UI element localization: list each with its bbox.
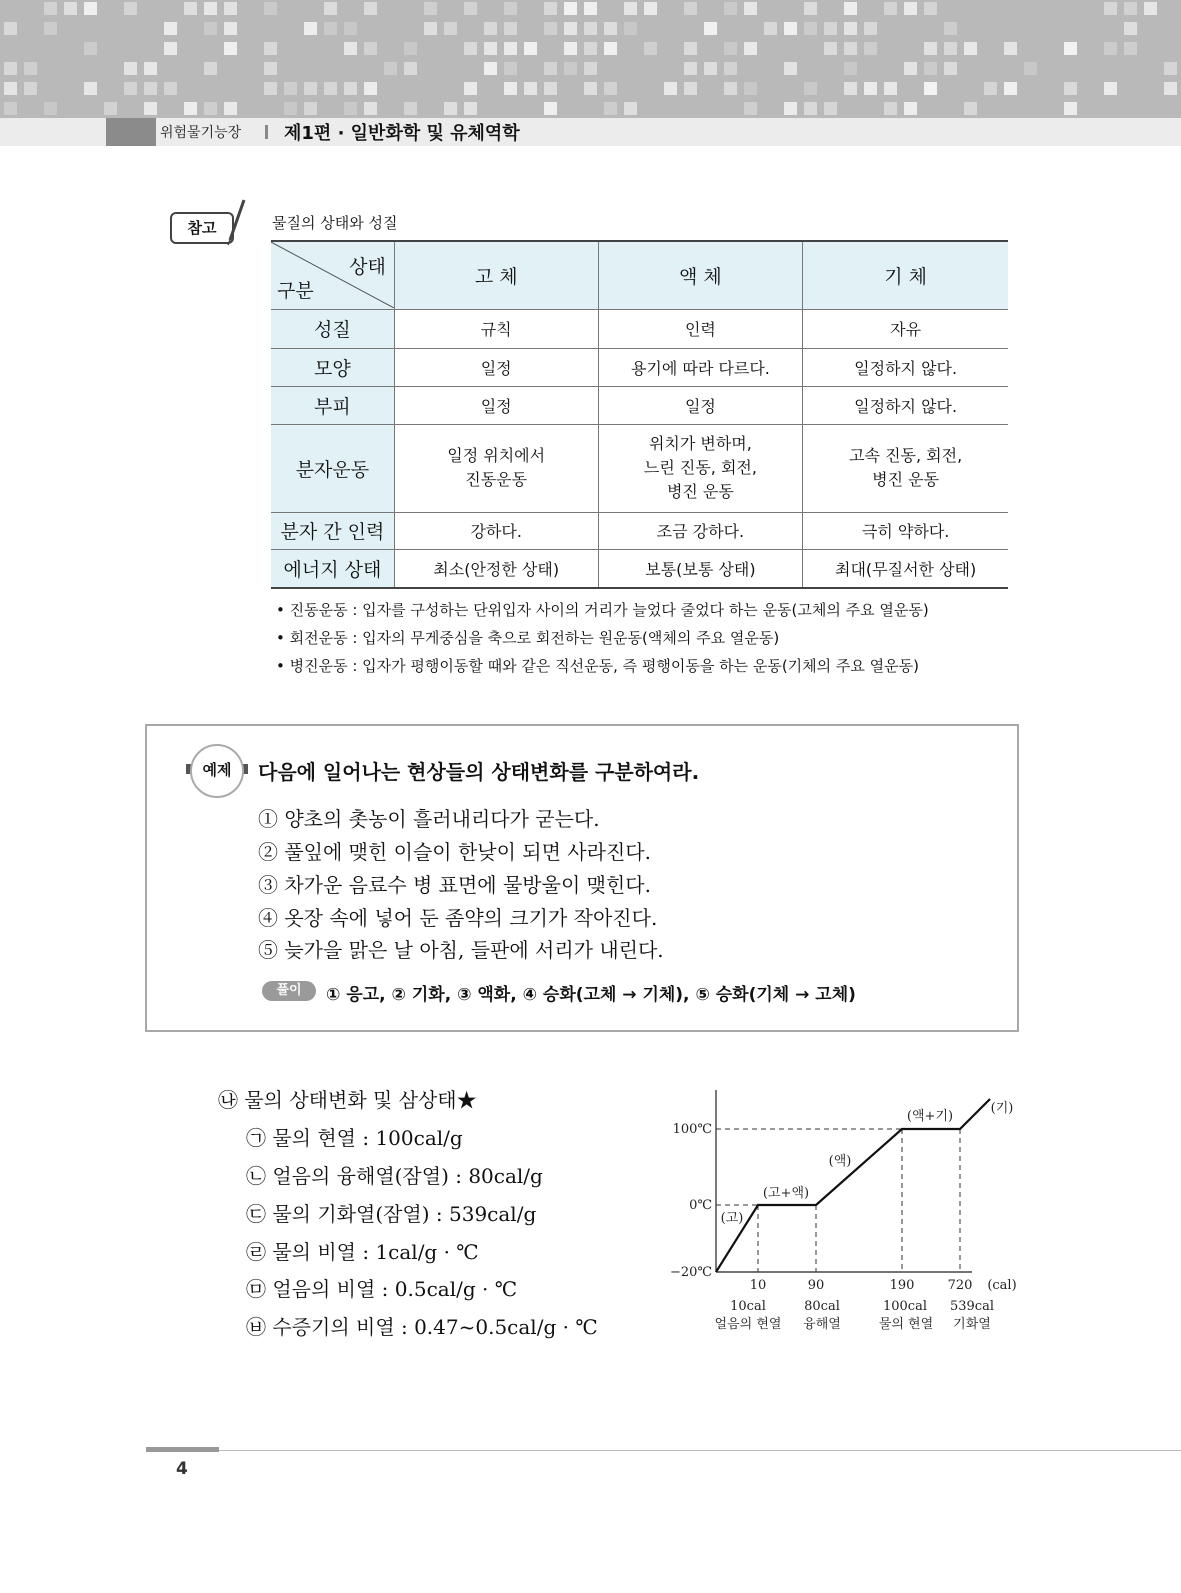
x-axis-unit: (cal) bbox=[987, 1278, 1017, 1293]
header-pattern-square bbox=[224, 22, 237, 35]
header-pattern-square bbox=[864, 22, 877, 35]
header-pattern-square bbox=[684, 82, 697, 95]
header-pattern-square bbox=[824, 42, 837, 55]
header-pattern-square bbox=[544, 62, 557, 75]
example-item: ② 풀잎에 맺힌 이슬이 한낮이 되면 사라진다. bbox=[258, 840, 651, 864]
header-pattern-square bbox=[504, 2, 517, 15]
header-pattern-square bbox=[744, 102, 757, 115]
section-item: ㉠ 물의 현열 : 100cal/g bbox=[246, 1126, 463, 1150]
row-header: 분자운동 bbox=[271, 424, 394, 512]
header-pattern-square bbox=[724, 42, 737, 55]
header-pattern-square bbox=[884, 102, 897, 115]
header-pattern-square bbox=[844, 2, 857, 15]
y-tick-label: 100℃ bbox=[672, 1122, 712, 1137]
example-item: ③ 차가운 음료수 병 표면에 물방울이 맺힌다. bbox=[258, 873, 651, 897]
row-header: 에너지 상태 bbox=[271, 549, 394, 588]
header-pattern-square bbox=[944, 62, 957, 75]
header-pattern-square bbox=[684, 2, 697, 15]
header-pattern-square bbox=[644, 42, 657, 55]
book-title: 위험물기능장 bbox=[160, 125, 242, 141]
header-pattern-square bbox=[924, 62, 937, 75]
header-pattern-square bbox=[204, 2, 217, 15]
corner-bottom-label: 구분 bbox=[277, 279, 314, 302]
phase-change-chart bbox=[660, 1090, 1030, 1340]
table-cell: 고속 진동, 회전, 병진 운동 bbox=[803, 424, 1008, 512]
header-pattern-square bbox=[704, 22, 717, 35]
header-pattern-square bbox=[844, 82, 857, 95]
example-item: ④ 옷장 속에 넣어 둔 좀약의 크기가 작아진다. bbox=[258, 906, 658, 930]
header-pattern-square bbox=[604, 22, 617, 35]
note-badge-label: 참고 bbox=[187, 219, 217, 237]
x-tick-label: 190 bbox=[889, 1278, 915, 1293]
x-tick-label: 720 bbox=[947, 1278, 973, 1293]
header-pattern-square bbox=[224, 2, 237, 15]
column-header: 액 체 bbox=[598, 241, 803, 309]
header-pattern-square bbox=[764, 22, 777, 35]
table-cell: 일정 bbox=[598, 386, 803, 424]
section-item: ㉤ 얼음의 비열 : 0.5cal/g · ℃ bbox=[246, 1277, 518, 1301]
header-accent-block bbox=[106, 118, 156, 146]
segment-label: (액+기) bbox=[906, 1109, 954, 1124]
header-pattern-square bbox=[304, 102, 317, 115]
table-cell: 극히 약하다. bbox=[803, 512, 1008, 549]
column-header: 고 체 bbox=[394, 241, 598, 309]
y-tick-label: 0℃ bbox=[689, 1198, 712, 1213]
header-pattern-square bbox=[624, 2, 637, 15]
header-pattern-square bbox=[364, 102, 377, 115]
header-pattern-square bbox=[464, 102, 477, 115]
header-pattern-square bbox=[224, 102, 237, 115]
header-pattern-square bbox=[1064, 102, 1077, 115]
header-pattern-square bbox=[904, 2, 917, 15]
table-cell: 일정하지 않다. bbox=[803, 348, 1008, 386]
header-pattern-square bbox=[164, 42, 177, 55]
header-pattern-square bbox=[724, 2, 737, 15]
header-pattern-square bbox=[804, 82, 817, 95]
header-pattern-square bbox=[744, 82, 757, 95]
table-cell: 일정 위치에서 진동운동 bbox=[394, 424, 598, 512]
header-pattern-square bbox=[164, 82, 177, 95]
header-pattern-square bbox=[504, 62, 517, 75]
header-pattern-square bbox=[444, 102, 457, 115]
row-header: 모양 bbox=[271, 348, 394, 386]
header-pattern-square bbox=[924, 82, 937, 95]
header-pattern-square bbox=[324, 2, 337, 15]
header-pattern-square bbox=[284, 82, 297, 95]
header-pattern-square bbox=[524, 82, 537, 95]
header-pattern-square bbox=[184, 2, 197, 15]
table-cell: 최소(안정한 상태) bbox=[394, 549, 598, 588]
header-pattern-square bbox=[1144, 2, 1157, 15]
header-pattern-square bbox=[524, 42, 537, 55]
header-pattern-square bbox=[404, 62, 417, 75]
header-pattern-square bbox=[604, 102, 617, 115]
header-pattern-square bbox=[1104, 42, 1117, 55]
table-cell: 위치가 변하며, 느린 진동, 회전, 병진 운동 bbox=[598, 424, 803, 512]
header-pattern-square bbox=[84, 82, 97, 95]
header-pattern-square bbox=[924, 42, 937, 55]
header-pattern-square bbox=[1104, 82, 1117, 95]
table-row bbox=[271, 386, 1008, 424]
header-pattern-square bbox=[344, 22, 357, 35]
header-pattern-square bbox=[124, 2, 137, 15]
header-pattern-square bbox=[204, 102, 217, 115]
header-pattern-square bbox=[844, 62, 857, 75]
heating-curve bbox=[716, 1099, 990, 1272]
table-cell: 최대(무질서한 상태) bbox=[803, 549, 1008, 588]
table-cell: 자유 bbox=[803, 309, 1008, 348]
state-table bbox=[271, 240, 1008, 589]
table-cell: 일정 bbox=[394, 386, 598, 424]
header-pattern-square bbox=[584, 42, 597, 55]
header-pattern-square bbox=[4, 62, 17, 75]
example-question: 다음에 일어나는 현상들의 상태변화를 구분하여라. bbox=[258, 760, 700, 784]
header-pattern-square bbox=[804, 22, 817, 35]
header-pattern-square bbox=[184, 102, 197, 115]
header-pattern-square bbox=[1164, 62, 1177, 75]
header-pattern-square bbox=[264, 2, 277, 15]
header-pattern-square bbox=[1104, 2, 1117, 15]
header-pattern-square bbox=[484, 42, 497, 55]
corner-cell bbox=[271, 241, 394, 309]
header-pattern-square bbox=[584, 2, 597, 15]
header-pattern-square bbox=[324, 22, 337, 35]
column-header: 기 체 bbox=[803, 241, 1008, 309]
header-pattern-square bbox=[684, 62, 697, 75]
header-pattern-square bbox=[964, 42, 977, 55]
header-pattern-square bbox=[124, 82, 137, 95]
header-pattern-square bbox=[884, 2, 897, 15]
header-pattern-square bbox=[224, 42, 237, 55]
interval-name: 융해열 bbox=[803, 1317, 841, 1332]
x-tick-label: 10 bbox=[749, 1278, 767, 1293]
section-title: ㉯ 물의 상태변화 및 삼상태★ bbox=[218, 1088, 477, 1112]
section-item: ㉡ 얼음의 융해열(잠열) : 80cal/g bbox=[246, 1164, 543, 1188]
section-item: ㉥ 수증기의 비열 : 0.47~0.5cal/g · ℃ bbox=[246, 1315, 598, 1339]
header-pattern-square bbox=[484, 62, 497, 75]
interval-value: 10cal bbox=[730, 1299, 766, 1314]
x-tick-label: 90 bbox=[807, 1278, 825, 1293]
header-pattern-square bbox=[264, 82, 277, 95]
header-pattern-square bbox=[604, 82, 617, 95]
interval-name: 얼음의 현열 bbox=[714, 1317, 782, 1332]
header-pattern-square bbox=[4, 102, 17, 115]
header-pattern-square bbox=[104, 102, 117, 115]
header-pattern-square bbox=[344, 42, 357, 55]
header-pattern-square bbox=[1004, 42, 1017, 55]
header-pattern-square bbox=[624, 102, 637, 115]
table-caption: 물질의 상태와 성질 bbox=[272, 214, 398, 232]
header-pattern-square bbox=[144, 62, 157, 75]
header-pattern-square bbox=[384, 62, 397, 75]
header-pattern-square bbox=[484, 22, 497, 35]
pencil-icon bbox=[224, 196, 248, 246]
header-pattern-square bbox=[804, 102, 817, 115]
row-header: 분자 간 인력 bbox=[271, 512, 394, 549]
page-number: 4 bbox=[176, 1459, 188, 1479]
header-pattern-square bbox=[744, 2, 757, 15]
header-pattern-square bbox=[1124, 42, 1137, 55]
header-pattern-square bbox=[724, 62, 737, 75]
header-pattern-square bbox=[444, 22, 457, 35]
header-pattern-square bbox=[144, 102, 157, 115]
header-pattern-square bbox=[84, 2, 97, 15]
header-pattern-square bbox=[504, 82, 517, 95]
header-pattern-square bbox=[404, 102, 417, 115]
header-pattern-square bbox=[344, 82, 357, 95]
header-pattern-square bbox=[964, 102, 977, 115]
header-pattern bbox=[0, 0, 1181, 118]
header-separator bbox=[265, 125, 268, 139]
header-pattern-square bbox=[1064, 82, 1077, 95]
header-pattern-square bbox=[844, 22, 857, 35]
header-pattern-square bbox=[584, 82, 597, 95]
table-cell: 규칙 bbox=[394, 309, 598, 348]
header-pattern-square bbox=[824, 22, 837, 35]
header-pattern-square bbox=[864, 42, 877, 55]
header-pattern-square bbox=[704, 62, 717, 75]
header-pattern-square bbox=[744, 42, 757, 55]
header-pattern-square bbox=[144, 82, 157, 95]
header-pattern-square bbox=[904, 62, 917, 75]
header-pattern-square bbox=[1164, 82, 1177, 95]
header-pattern-square bbox=[44, 22, 57, 35]
segment-label: (액) bbox=[828, 1154, 852, 1169]
interval-value: 80cal bbox=[804, 1299, 840, 1314]
chapter-title: 제1편 · 일반화학 및 유체역학 bbox=[284, 123, 520, 144]
header-pattern-square bbox=[984, 82, 997, 95]
header-pattern-square bbox=[564, 42, 577, 55]
header-pattern-square bbox=[584, 22, 597, 35]
header-pattern-square bbox=[544, 102, 557, 115]
table-row bbox=[271, 424, 1008, 512]
table-row bbox=[271, 549, 1008, 588]
header-pattern-square bbox=[164, 22, 177, 35]
solution-label: 풀이 bbox=[262, 981, 316, 1001]
header-pattern-square bbox=[84, 42, 97, 55]
example-badge-label: 예제 bbox=[202, 761, 232, 779]
y-tick-label: −20℃ bbox=[670, 1265, 712, 1280]
footer-accent bbox=[146, 1447, 219, 1452]
table-row bbox=[271, 309, 1008, 348]
header-pattern-square bbox=[924, 2, 937, 15]
header-pattern-square bbox=[1064, 42, 1077, 55]
header-pattern-square bbox=[804, 2, 817, 15]
table-cell: 강하다. bbox=[394, 512, 598, 549]
table-row bbox=[271, 348, 1008, 386]
header-pattern-square bbox=[544, 2, 557, 15]
example-item: ① 양초의 촛농이 흘러내리다가 굳는다. bbox=[258, 807, 600, 831]
header-pattern-square bbox=[424, 2, 437, 15]
row-header: 성질 bbox=[271, 309, 394, 348]
bullet-note: • 진동운동 : 입자를 구성하는 단위입자 사이의 거리가 늘었다 줄었다 하는 운동(고체의 주요 열운동) bbox=[276, 601, 929, 619]
header-pattern-square bbox=[684, 42, 697, 55]
header-pattern-square bbox=[784, 62, 797, 75]
table-cell: 조금 강하다. bbox=[598, 512, 803, 549]
header-pattern-square bbox=[364, 82, 377, 95]
header-pattern-square bbox=[544, 82, 557, 95]
header-pattern-square bbox=[584, 62, 597, 75]
header-pattern-square bbox=[944, 22, 957, 35]
header-pattern-square bbox=[64, 2, 77, 15]
header-pattern-square bbox=[264, 42, 277, 55]
header-pattern-square bbox=[4, 82, 17, 95]
solution-text: ① 응고, ② 기화, ③ 액화, ④ 승화(고체 → 기체), ⑤ 승화(기체 → 고체) bbox=[326, 985, 856, 1005]
interval-value: 539cal bbox=[949, 1299, 995, 1314]
header-pattern-square bbox=[24, 62, 37, 75]
header-pattern-square bbox=[204, 62, 217, 75]
header-pattern-square bbox=[1124, 22, 1137, 35]
section-item: ㉣ 물의 비열 : 1cal/g · ℃ bbox=[246, 1240, 479, 1264]
example-item: ⑤ 늦가을 맑은 날 아침, 들판에 서리가 내린다. bbox=[258, 938, 664, 962]
header-pattern-square bbox=[124, 62, 137, 75]
header-pattern-square bbox=[824, 102, 837, 115]
header-pattern-square bbox=[544, 22, 557, 35]
header-pattern-square bbox=[864, 82, 877, 95]
section-item: ㉢ 물의 기화열(잠열) : 539cal/g bbox=[246, 1202, 537, 1226]
header-pattern-square bbox=[24, 82, 37, 95]
header-pattern-square bbox=[944, 42, 957, 55]
table-cell: 일정하지 않다. bbox=[803, 386, 1008, 424]
table-row bbox=[271, 512, 1008, 549]
interval-name: 기화열 bbox=[953, 1317, 991, 1332]
table-header-row bbox=[271, 241, 1008, 309]
header-pattern-square bbox=[364, 2, 377, 15]
interval-value: 100cal bbox=[882, 1299, 928, 1314]
segment-label: (고) bbox=[720, 1211, 744, 1226]
header-pattern-square bbox=[564, 22, 577, 35]
header-pattern-square bbox=[564, 62, 577, 75]
header-pattern-square bbox=[464, 2, 477, 15]
header-pattern-square bbox=[564, 2, 577, 15]
header-pattern-square bbox=[784, 102, 797, 115]
header-pattern-square bbox=[44, 102, 57, 115]
corner-top-label: 상태 bbox=[349, 256, 386, 278]
header-pattern-square bbox=[664, 82, 677, 95]
header-pattern-square bbox=[904, 102, 917, 115]
header-pattern-square bbox=[204, 22, 217, 35]
table-cell: 일정 bbox=[394, 348, 598, 386]
header-pattern-square bbox=[504, 42, 517, 55]
bullet-note: • 회전운동 : 입자의 무게중심을 축으로 회전하는 원운동(액체의 주요 열운동) bbox=[276, 629, 780, 647]
example-badge bbox=[190, 744, 244, 798]
header-pattern-square bbox=[784, 22, 797, 35]
header-pattern-square bbox=[364, 42, 377, 55]
interval-name: 물의 현열 bbox=[878, 1317, 934, 1332]
header-pattern-square bbox=[464, 82, 477, 95]
bullet-note: • 병진운동 : 입자가 평행이동할 때와 같은 직선운동, 즉 평행이동을 하는 운동(기체의 주요 열운동) bbox=[276, 657, 919, 675]
header-pattern-square bbox=[404, 42, 417, 55]
header-pattern-square bbox=[504, 22, 517, 35]
header-pattern-square bbox=[264, 62, 277, 75]
row-header: 부피 bbox=[271, 386, 394, 424]
header-pattern-square bbox=[1004, 82, 1017, 95]
header-pattern-square bbox=[304, 22, 317, 35]
footer-line bbox=[146, 1450, 1181, 1451]
table-cell: 인력 bbox=[598, 309, 803, 348]
header-pattern-square bbox=[844, 42, 857, 55]
header-pattern-square bbox=[4, 22, 17, 35]
segment-label: (기) bbox=[990, 1101, 1014, 1116]
header-pattern-square bbox=[44, 2, 57, 15]
header-pattern-square bbox=[724, 82, 737, 95]
header-pattern-square bbox=[464, 42, 477, 55]
header-pattern-square bbox=[424, 22, 437, 35]
table-cell: 보통(보통 상태) bbox=[598, 549, 803, 588]
header-pattern-square bbox=[624, 22, 637, 35]
header-pattern-square bbox=[1124, 2, 1137, 15]
header-pattern-square bbox=[324, 82, 337, 95]
header-pattern-square bbox=[284, 102, 297, 115]
header-pattern-square bbox=[604, 42, 617, 55]
header-pattern-square bbox=[884, 82, 897, 95]
segment-label: (고+액) bbox=[762, 1186, 810, 1201]
table-cell: 용기에 따라 다르다. bbox=[598, 348, 803, 386]
header-pattern-square bbox=[304, 82, 317, 95]
header-pattern-square bbox=[644, 2, 657, 15]
header-pattern-square bbox=[1024, 62, 1037, 75]
header-pattern-square bbox=[344, 102, 357, 115]
